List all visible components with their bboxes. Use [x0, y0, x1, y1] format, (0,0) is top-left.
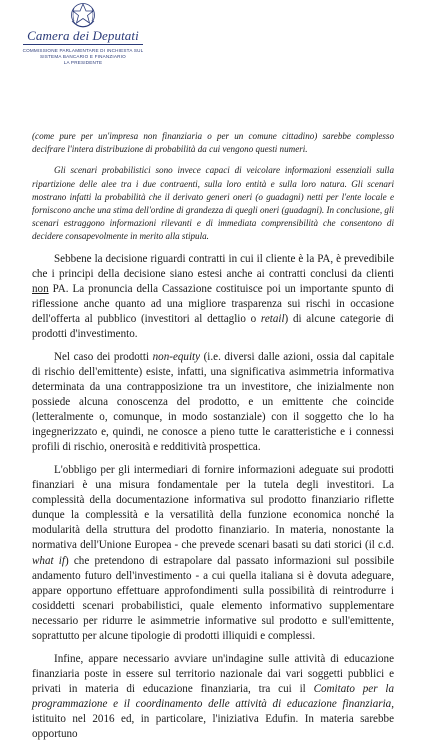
paragraph-3-text-c: ) di alcune categorie di prodotti d'investimento.: [32, 312, 394, 340]
paragraph-3-non-underlined: non: [32, 282, 49, 295]
header-divider: [23, 44, 143, 45]
paragraph-3-text-b: PA. La pronuncia della Cassazione costituisce poi un importante spunto di riflessione anche quanto ad una migliore trasparenza sui rischi in occasione dell'offerta al pubblico (investitori al dettaglio o: [32, 282, 394, 325]
paragraph-4-non-equity: non-equity: [152, 350, 201, 363]
chamber-name: Camera dei Deputati: [27, 28, 139, 43]
paragraph-4-text-b: (i.e. diversi dalle azioni, ossia dal capitale di rischio dell'emittente) esiste, infatti, una significativa asimmetria informativa determinata da una contrapposizione tra un investitore, che inizialmente non possiede alcuna conoscenza del prodotto, e un emittente che coincide (letteralmente o, comunque, in modo sostanziale) con il soggetto che lo ha ingegnerizzato e, quindi, ne conosce a pieno tutte le caratteristiche e i connessi profili di rischio, onerosità e redditività prospettica.: [32, 350, 394, 454]
paragraph-5: [32, 463, 394, 644]
paragraph-5-what-if: what if: [32, 554, 65, 567]
commission-president-line: LA PRESIDENTE: [63, 60, 103, 65]
paragraph-3: [32, 252, 394, 342]
commission-name-line-1: COMMISSIONE PARLAMENTARE DI INCHIESTA SUL: [22, 48, 144, 53]
paragraph-3-retail: retail: [260, 312, 285, 325]
paragraph-6: [32, 652, 394, 742]
paragraph-2-text: Gli scenari probabilistici sono invece capaci di veicolare informazioni essenziali sulla ripartizione delle alee tra i due contraenti, sulla loro entità e sulla loro natura. Gli scenari mostrano infatti la probabilità che il derivato generi oneri (o guadagni) netti per l'ente locale e forniscono anche una stima dell'ordine di grandezza di quegli oneri (guadagni). In conclusione, gli scenari estraggono informazioni rilevanti e di immediata comprensibilità che consentono di decidere consapevolmente in merito alla stipula.: [32, 165, 394, 242]
italian-republic-emblem-icon: [69, 2, 97, 28]
document-body: [32, 130, 394, 750]
paragraph-5-text-b: ) che pretendono di estrapolare dal passato informazioni sul possibile andamento futuro dell'investimento - a cui quella italiana si è dovuta adeguare, appare opportuno effettuare approfondimenti sulla possibilità di reintrodurre i cosiddetti scenari probabilistici, quale elemento informativo supplementare necessario per ridurre le asimmetrie informative sul prodotto e sull'emittente, soprattutto per alcune tipologie di prodotti illiquidi e complessi.: [32, 554, 394, 642]
paragraph-6-text-a: Infine, appare necessario avviare un'indagine sulle attività di educazione finanziaria poste in essere sul territorio nazionale dai vari soggetti pubblici e privati in materia di educazione finanziaria, tra cui il: [32, 652, 394, 695]
paragraph-1: [32, 130, 394, 156]
paragraph-6-text-b: , istituito nel 2016 ed, in particolare, l'iniziativa Edufin. In materia sarebbe opportuno: [32, 697, 394, 741]
paragraph-4-text-a: Nel caso dei prodotti: [54, 350, 153, 363]
paragraph-2: [32, 164, 394, 243]
paragraph-3-text-a: Sebbene la decisione riguardi contratti in cui il cliente è la PA, è prevedibile che i principi della decisione siano estesi anche ai contratti conclusi da clienti: [32, 252, 394, 280]
commission-name-line-2: SISTEMA BANCARIO E FINANZIARIO: [40, 54, 126, 59]
paragraph-4: [32, 350, 394, 455]
paragraph-6-comitato: Comitato per la programmazione e il coordinamento delle attività di educazione finanziaria: [32, 682, 394, 710]
letterhead: [8, 2, 158, 66]
paragraph-5-text-a: L'obbligo per gli intermediari di fornire informazioni adeguate sui prodotti finanziari è una misura fondamentale per la tutela degli investitori. La complessità della documentazione informativa sul prodotto finanziario riflette dunque la complessità e la versatilità della funzione economica nonché la modularità della struttura del prodotto finanziario. In materia, nonostante la normativa dell'Unione Europea - che prevede scenari basati su dati storici (il c.d.: [32, 464, 394, 552]
paragraph-1-text: (come pure per un'impresa non finanziaria o per un comune cittadino) sarebbe complesso decifrare l'intera distribuzione di probabilità da cui vengono questi numeri.: [32, 131, 394, 155]
